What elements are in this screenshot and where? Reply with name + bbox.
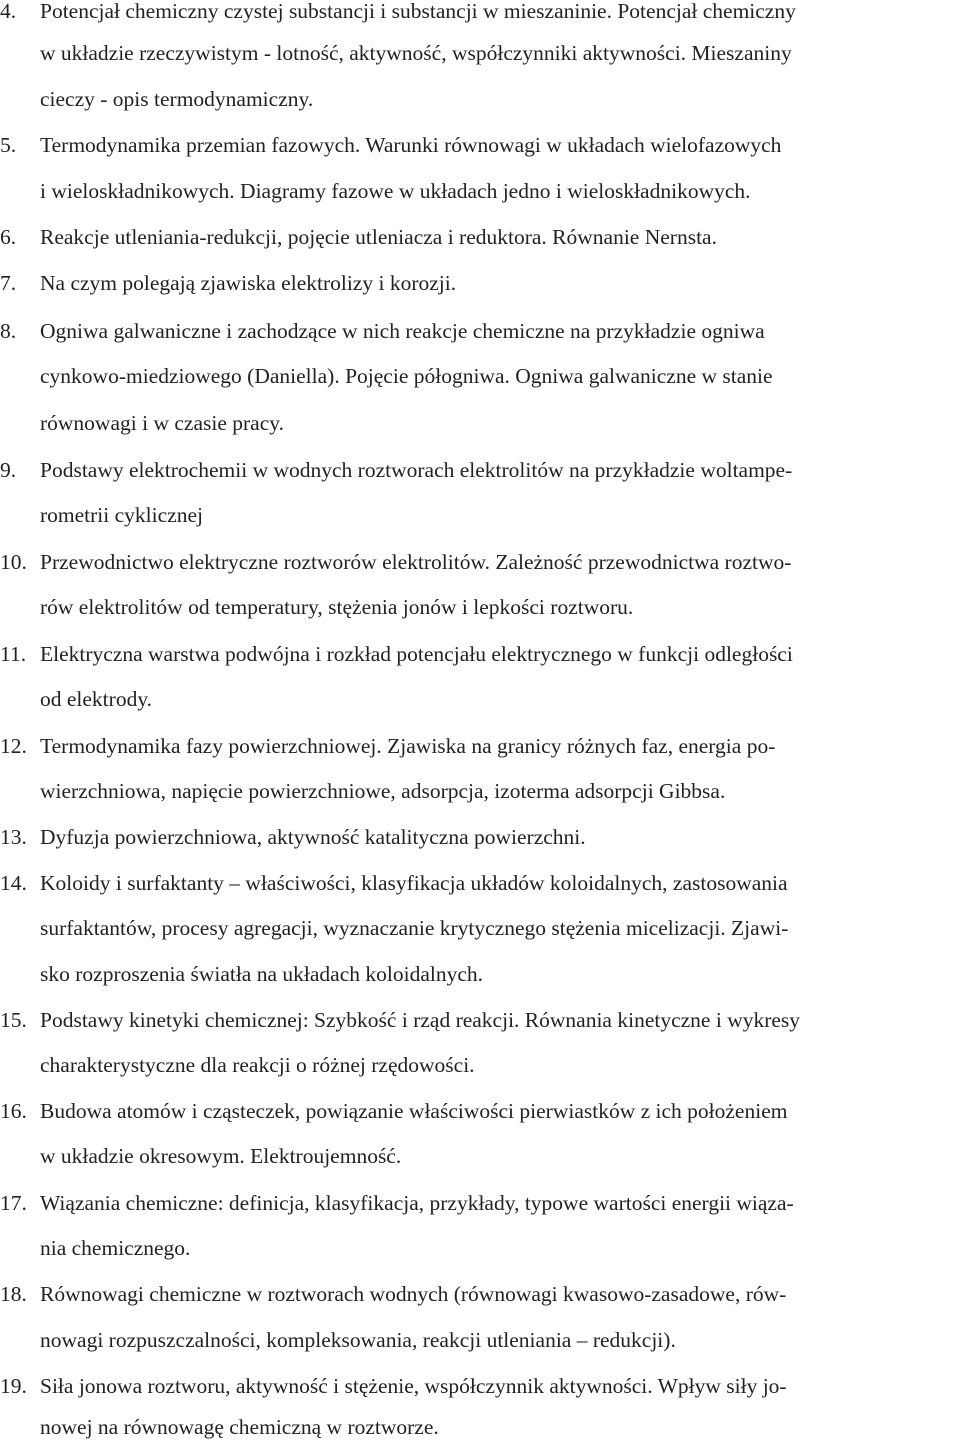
item-number: 6. [0, 225, 17, 249]
item-text: cieczy - opis termodynamiczny. [40, 87, 314, 111]
list-item-line [0, 1279, 786, 1309]
item-number: 15. [0, 1008, 27, 1032]
list-item-line [0, 455, 792, 485]
item-text: Przewodnictwo elektryczne roztworów elektrolitów. Zależność przewodnictwa roztwo- [40, 550, 792, 574]
item-number: 14. [0, 871, 27, 895]
item-text: równowagi i w czasie pracy. [40, 411, 284, 435]
item-text: Podstawy kinetyki chemicznej: Szybkość i rząd reakcji. Równania kinetyczne i wykresy [40, 1008, 801, 1032]
item-text: surfaktantów, procesy agregacji, wyznaczanie krytycznego stężenia micelizacji. Zjawi- [40, 916, 789, 940]
item-text: nia chemicznego. [40, 1236, 191, 1260]
item-text: w układzie okresowym. Elektroujemność. [40, 1144, 402, 1168]
item-text: Termodynamika fazy powierzchniowej. Zjawiska na granicy różnych faz, energia po- [40, 734, 776, 758]
list-item-line [0, 1141, 401, 1171]
item-number: 7. [0, 271, 17, 295]
list-item-line [0, 868, 788, 898]
item-text: cynkowo-miedziowego (Daniella). Pojęcie półogniwa. Ogniwa galwaniczne w stanie [40, 364, 773, 388]
item-text: sko rozproszenia światła na układach koloidalnych. [40, 962, 483, 986]
item-number: 16. [0, 1099, 27, 1123]
list-item-line [0, 268, 456, 298]
list-item-line [0, 913, 788, 943]
item-text: nowagi rozpuszczalności, kompleksowania, reakcji utleniania – redukcji). [40, 1328, 676, 1352]
item-text: Na czym polegają zjawiska elektrolizy i korozji. [40, 271, 457, 295]
item-text: rometrii cyklicznej [40, 503, 203, 527]
list-item-line [0, 222, 717, 252]
list-item-line [0, 822, 586, 852]
list-item-line [0, 500, 203, 530]
item-number: 12. [0, 734, 27, 758]
list-item-line [0, 776, 725, 806]
list-item-line [0, 1005, 800, 1035]
list-item-line [0, 1325, 676, 1355]
item-number: 9. [0, 458, 17, 482]
list-item-line [0, 731, 775, 761]
item-text: Podstawy elektrochemii w wodnych roztworach elektrolitów na przykładzie woltampe- [40, 458, 793, 482]
item-number: 11. [0, 642, 27, 666]
item-text: i wieloskładnikowych. Diagramy fazowe w układach jedno i wieloskładnikowych. [40, 179, 751, 203]
item-text: w układzie rzeczywistym - lotność, aktywność, współczynniki aktywności. Mieszaniny [40, 41, 792, 65]
item-number: 10. [0, 550, 27, 574]
item-text: Równowagi chemiczne w roztworach wodnych (równowagi kwasowo-zasadowe, rów- [40, 1282, 787, 1306]
item-text: Elektryczna warstwa podwójna i rozkład potencjału elektrycznego w funkcji odległości [40, 642, 793, 666]
item-text: Dyfuzja powierzchniowa, aktywność katalityczna powierzchni. [40, 825, 586, 849]
list-item-line [0, 38, 792, 68]
item-number: 17. [0, 1191, 27, 1215]
list-item-line [0, 316, 765, 346]
item-number: 8. [0, 319, 17, 343]
list-item-line [0, 639, 793, 669]
item-number: 4. [0, 0, 17, 23]
item-text: Potencjał chemiczny czystej substancji i substancji w mieszaninie. Potencjał chemiczny [40, 0, 796, 23]
item-text: rów elektrolitów od temperatury, stężenia jonów i lepkości roztworu. [40, 595, 634, 619]
item-text: Ogniwa galwaniczne i zachodzące w nich reakcje chemiczne na przykładzie ogniwa [40, 319, 765, 343]
item-number: 13. [0, 825, 27, 849]
list-item-line [0, 1412, 439, 1442]
item-text: Koloidy i surfaktanty – właściwości, klasyfikacja układów koloidalnych, zastosowania [40, 871, 788, 895]
item-number: 18. [0, 1282, 27, 1306]
list-item-line [0, 547, 791, 577]
list-item-line [0, 684, 152, 714]
list-item-line [0, 84, 313, 114]
item-text: Wiązania chemiczne: definicja, klasyfikacja, przykłady, typowe wartości energii wiąza- [40, 1191, 794, 1215]
list-item-line [0, 1096, 787, 1126]
list-item-line [0, 176, 751, 206]
item-text: Termodynamika przemian fazowych. Warunki równowagi w układach wielofazowych [40, 133, 782, 157]
list-item-line [0, 130, 781, 160]
list-item-line [0, 1371, 787, 1401]
item-number: 5. [0, 133, 17, 157]
item-text: Siła jonowa roztworu, aktywność i stężenie, współczynnik aktywności. Wpływ siły jo- [40, 1374, 787, 1398]
list-item-line [0, 1233, 190, 1263]
list-item-line [0, 959, 483, 989]
item-text: nowej na równowagę chemiczną w roztworze. [40, 1415, 439, 1439]
list-item-line [0, 592, 633, 622]
item-text: charakterystyczne dla reakcji o różnej rzędowości. [40, 1053, 475, 1077]
item-text: od elektrody. [40, 687, 153, 711]
item-text: Reakcje utleniania-redukcji, pojęcie utleniacza i reduktora. Równanie Nernsta. [40, 225, 717, 249]
list-item-line [0, 0, 796, 26]
list-item-line [0, 1188, 794, 1218]
list-item-line [0, 408, 284, 438]
item-text: wierzchniowa, napięcie powierzchniowe, adsorpcja, izoterma adsorpcji Gibbsa. [40, 779, 726, 803]
item-number: 19. [0, 1374, 27, 1398]
item-text: Budowa atomów i cząsteczek, powiązanie właściwości pierwiastków z ich położeniem [40, 1099, 788, 1123]
list-item-line [0, 1050, 475, 1080]
list-item-line [0, 361, 773, 391]
